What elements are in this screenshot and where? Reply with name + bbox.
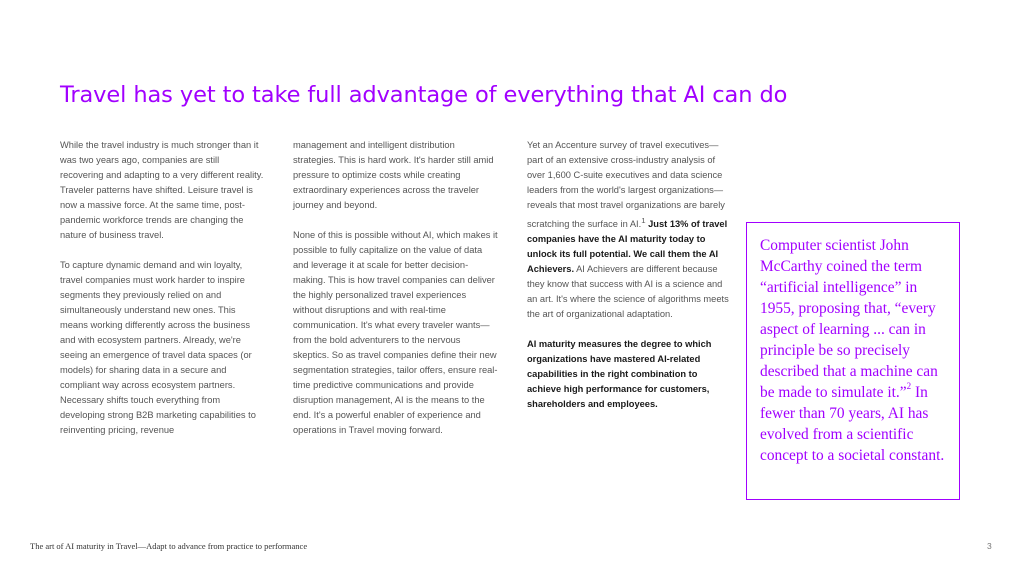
callout-text: Computer scientist John McCarthy coined the term “artificial intelligence” in 1955, proposing that, “every aspect of learning ... can in principle be so precisely described that a machine can be made to simulate it.” [760,237,938,401]
paragraph-text: Yet an Accenture survey of travel executives—part of an extensive cross-industry analysis of over 1,600 C-suite executives and data science leaders from the world's largest organizations—reveals that most travel organizations are barely scratching the surface in AI. [527,140,725,230]
page-title: Travel has yet to take full advantage of everything that AI can do [60,82,788,108]
body-column-2 [293,138,498,453]
paragraph [527,138,732,322]
callout-box [746,222,960,500]
paragraph: While the travel industry is much stronger than it was two years ago, companies are still recovering and adapting to a very different reality. Traveler patterns have shifted. Leisure travel is now a massive force. At the same time, post-pandemic workforce trends are changing the nature of business travel. [60,140,264,240]
paragraph [527,337,732,412]
paragraph: To capture dynamic demand and win loyalty, travel companies must work harder to inspire segments they previously relied on and simultaneously understand new ones. This means working differently across the business and with ecosystem partners. Already, we're seeing an emergence of travel data spaces (or models) for sharing data in a secure and compliant way across ecosystem partners. Necessary shifts touch everything from developing strong B2B marketing capabilities to reinventing pricing, revenue [60,260,256,435]
body-column-3 [527,138,732,427]
paragraph-text: AI Achievers are different because they know that success with AI is a science and an art. It's where the science of algorithms meets the art of organizational adaptation. [527,264,729,320]
definition-text: AI maturity measures the degree to which organizations have mastered AI-related capabilities in the right combination to achieve high performance for customers, shareholders and employees. [527,339,712,410]
footnote-ref[interactable]: 2 [906,381,912,391]
footer-document-title: The art of AI maturity in Travel—Adapt to advance from practice to performance [30,541,308,551]
highlight-text: Just 13% of travel companies have the AI maturity today to unlock its full potential. We call them the AI Achievers. [527,219,728,275]
paragraph: management and intelligent distribution strategies. This is hard work. It's harder still amid pressure to optimize costs while creating extraordinary experiences across the traveler journey and beyond. [293,140,494,210]
body-column-1 [60,138,265,453]
callout-text: In fewer than 70 years, AI has evolved from a scientific concept to a societal constant. [760,384,945,464]
paragraph: None of this is possible without AI, which makes it possible to fully capitalize on the value of data and leverage it at scale for better decision-making. This is how travel companies can deliver the highly personalized travel experiences without disruptions and with real-time communication. It's what every traveler wants—from the bold adventurers to the nervous skeptics. So as travel companies define their new segmentation strategies, tailor offers, ensure real-time predictive communications and provide disruption management, AI is the means to the end. It's a powerful enabler of experience and operations in Travel moving forward. [293,230,498,435]
page-number: 3 [987,541,992,551]
footnote-ref[interactable]: 1 [641,216,646,225]
